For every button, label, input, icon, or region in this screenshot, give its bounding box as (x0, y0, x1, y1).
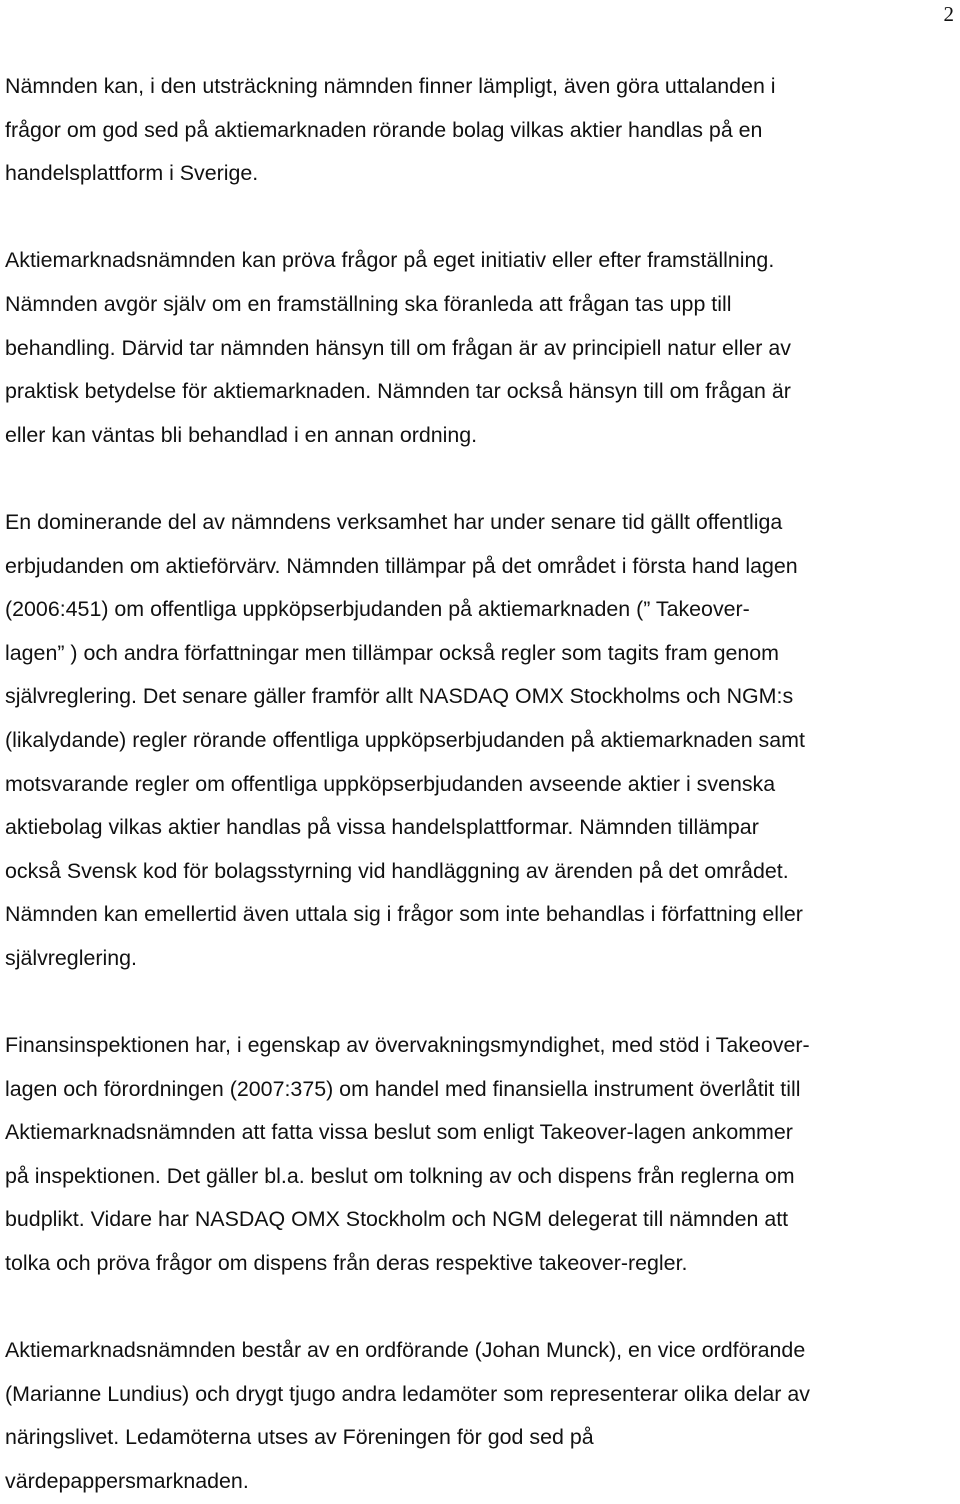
text-line: tolka och pröva frågor om dispens från deras respektive takeover-regler. (5, 1251, 688, 1276)
text-line: Nämnden avgör själv om en framställning ska föranleda att frågan tas upp till (5, 291, 732, 316)
paragraph-jurisdiction (5, 65, 957, 196)
text-line: aktiebolag vilkas aktier handlas på vissa handelsplattformar. Nämnden tillämpar (5, 815, 759, 840)
text-line: praktisk betydelse för aktiemarknaden. Nämnden tar också hänsyn till om frågan är (5, 379, 791, 404)
text-line: på inspektionen. Det gäller bl.a. beslut om tolkning av och dispens från reglerna om (5, 1163, 795, 1188)
text-line: handelsplattform i Sverige. (5, 161, 259, 186)
text-line: (2006:451) om offentliga uppköpserbjudanden på aktiemarknaden (” Takeover- (5, 597, 750, 622)
text-line: erbjudanden om aktieförvärv. Nämnden tillämpar på det området i första hand lagen (5, 553, 798, 578)
paragraph-initiative (5, 239, 957, 457)
text-line: behandling. Därvid tar nämnden hänsyn till om frågan är av principiell natur eller av (5, 335, 791, 360)
text-line: näringslivet. Ledamöterna utses av Föreningen för god sed på (5, 1425, 594, 1450)
text-line: (likalydande) regler rörande offentliga uppköpserbjudanden på aktiemarknaden samt (5, 727, 805, 752)
paragraph-composition (5, 1329, 957, 1503)
text-line: Aktiemarknadsnämnden att fatta vissa beslut som enligt Takeover-lagen ankommer (5, 1120, 793, 1145)
text-line: (Marianne Lundius) och drygt tjugo andra ledamöter som representerar olika delar av (5, 1381, 810, 1406)
page-number: 2 (943, 2, 954, 26)
text-line: motsvarande regler om offentliga uppköpserbjudanden avseende aktier i svenska (5, 771, 776, 796)
text-line: värdepappersmarknaden. (5, 1469, 249, 1493)
text-line: frågor om god sed på aktiemarknaden rörande bolag vilkas aktier handlas på en (5, 117, 763, 142)
text-line: lagen” ) och andra författningar men tillämpar också regler som tagits fram genom (5, 640, 779, 665)
paragraph-takeover-offers (5, 501, 957, 981)
text-line: En dominerande del av nämndens verksamhet har under senare tid gällt offentliga (5, 509, 783, 534)
text-line: Nämnden kan emellertid även uttala sig i frågor som inte behandlas i författning eller (5, 902, 803, 927)
text-line: självreglering. (5, 945, 137, 970)
paragraph-finansinspektionen (5, 1024, 957, 1286)
text-line: eller kan väntas bli behandlad i en annan ordning. (5, 422, 478, 447)
text-line: Aktiemarknadsnämnden kan pröva frågor på eget initiativ eller efter framställning. (5, 248, 775, 273)
text-line: också Svensk kod för bolagsstyrning vid handläggning av ärenden på det området. (5, 858, 789, 883)
text-line: Nämnden kan, i den utsträckning nämnden finner lämpligt, även göra uttalanden i (5, 74, 776, 98)
text-line: Aktiemarknadsnämnden består av en ordförande (Johan Munck), en vice ordförande (5, 1338, 806, 1363)
text-line: Finansinspektionen har, i egenskap av övervakningsmyndighet, med stöd i Takeover- (5, 1033, 810, 1058)
document-body (5, 65, 957, 1504)
text-line: budplikt. Vidare har NASDAQ OMX Stockholm och NGM delegerat till nämnden att (5, 1207, 789, 1232)
text-line: självreglering. Det senare gäller framför allt NASDAQ OMX Stockholms och NGM:s (5, 684, 794, 709)
text-line: lagen och förordningen (2007:375) om handel med finansiella instrument överlåtit till (5, 1076, 801, 1101)
